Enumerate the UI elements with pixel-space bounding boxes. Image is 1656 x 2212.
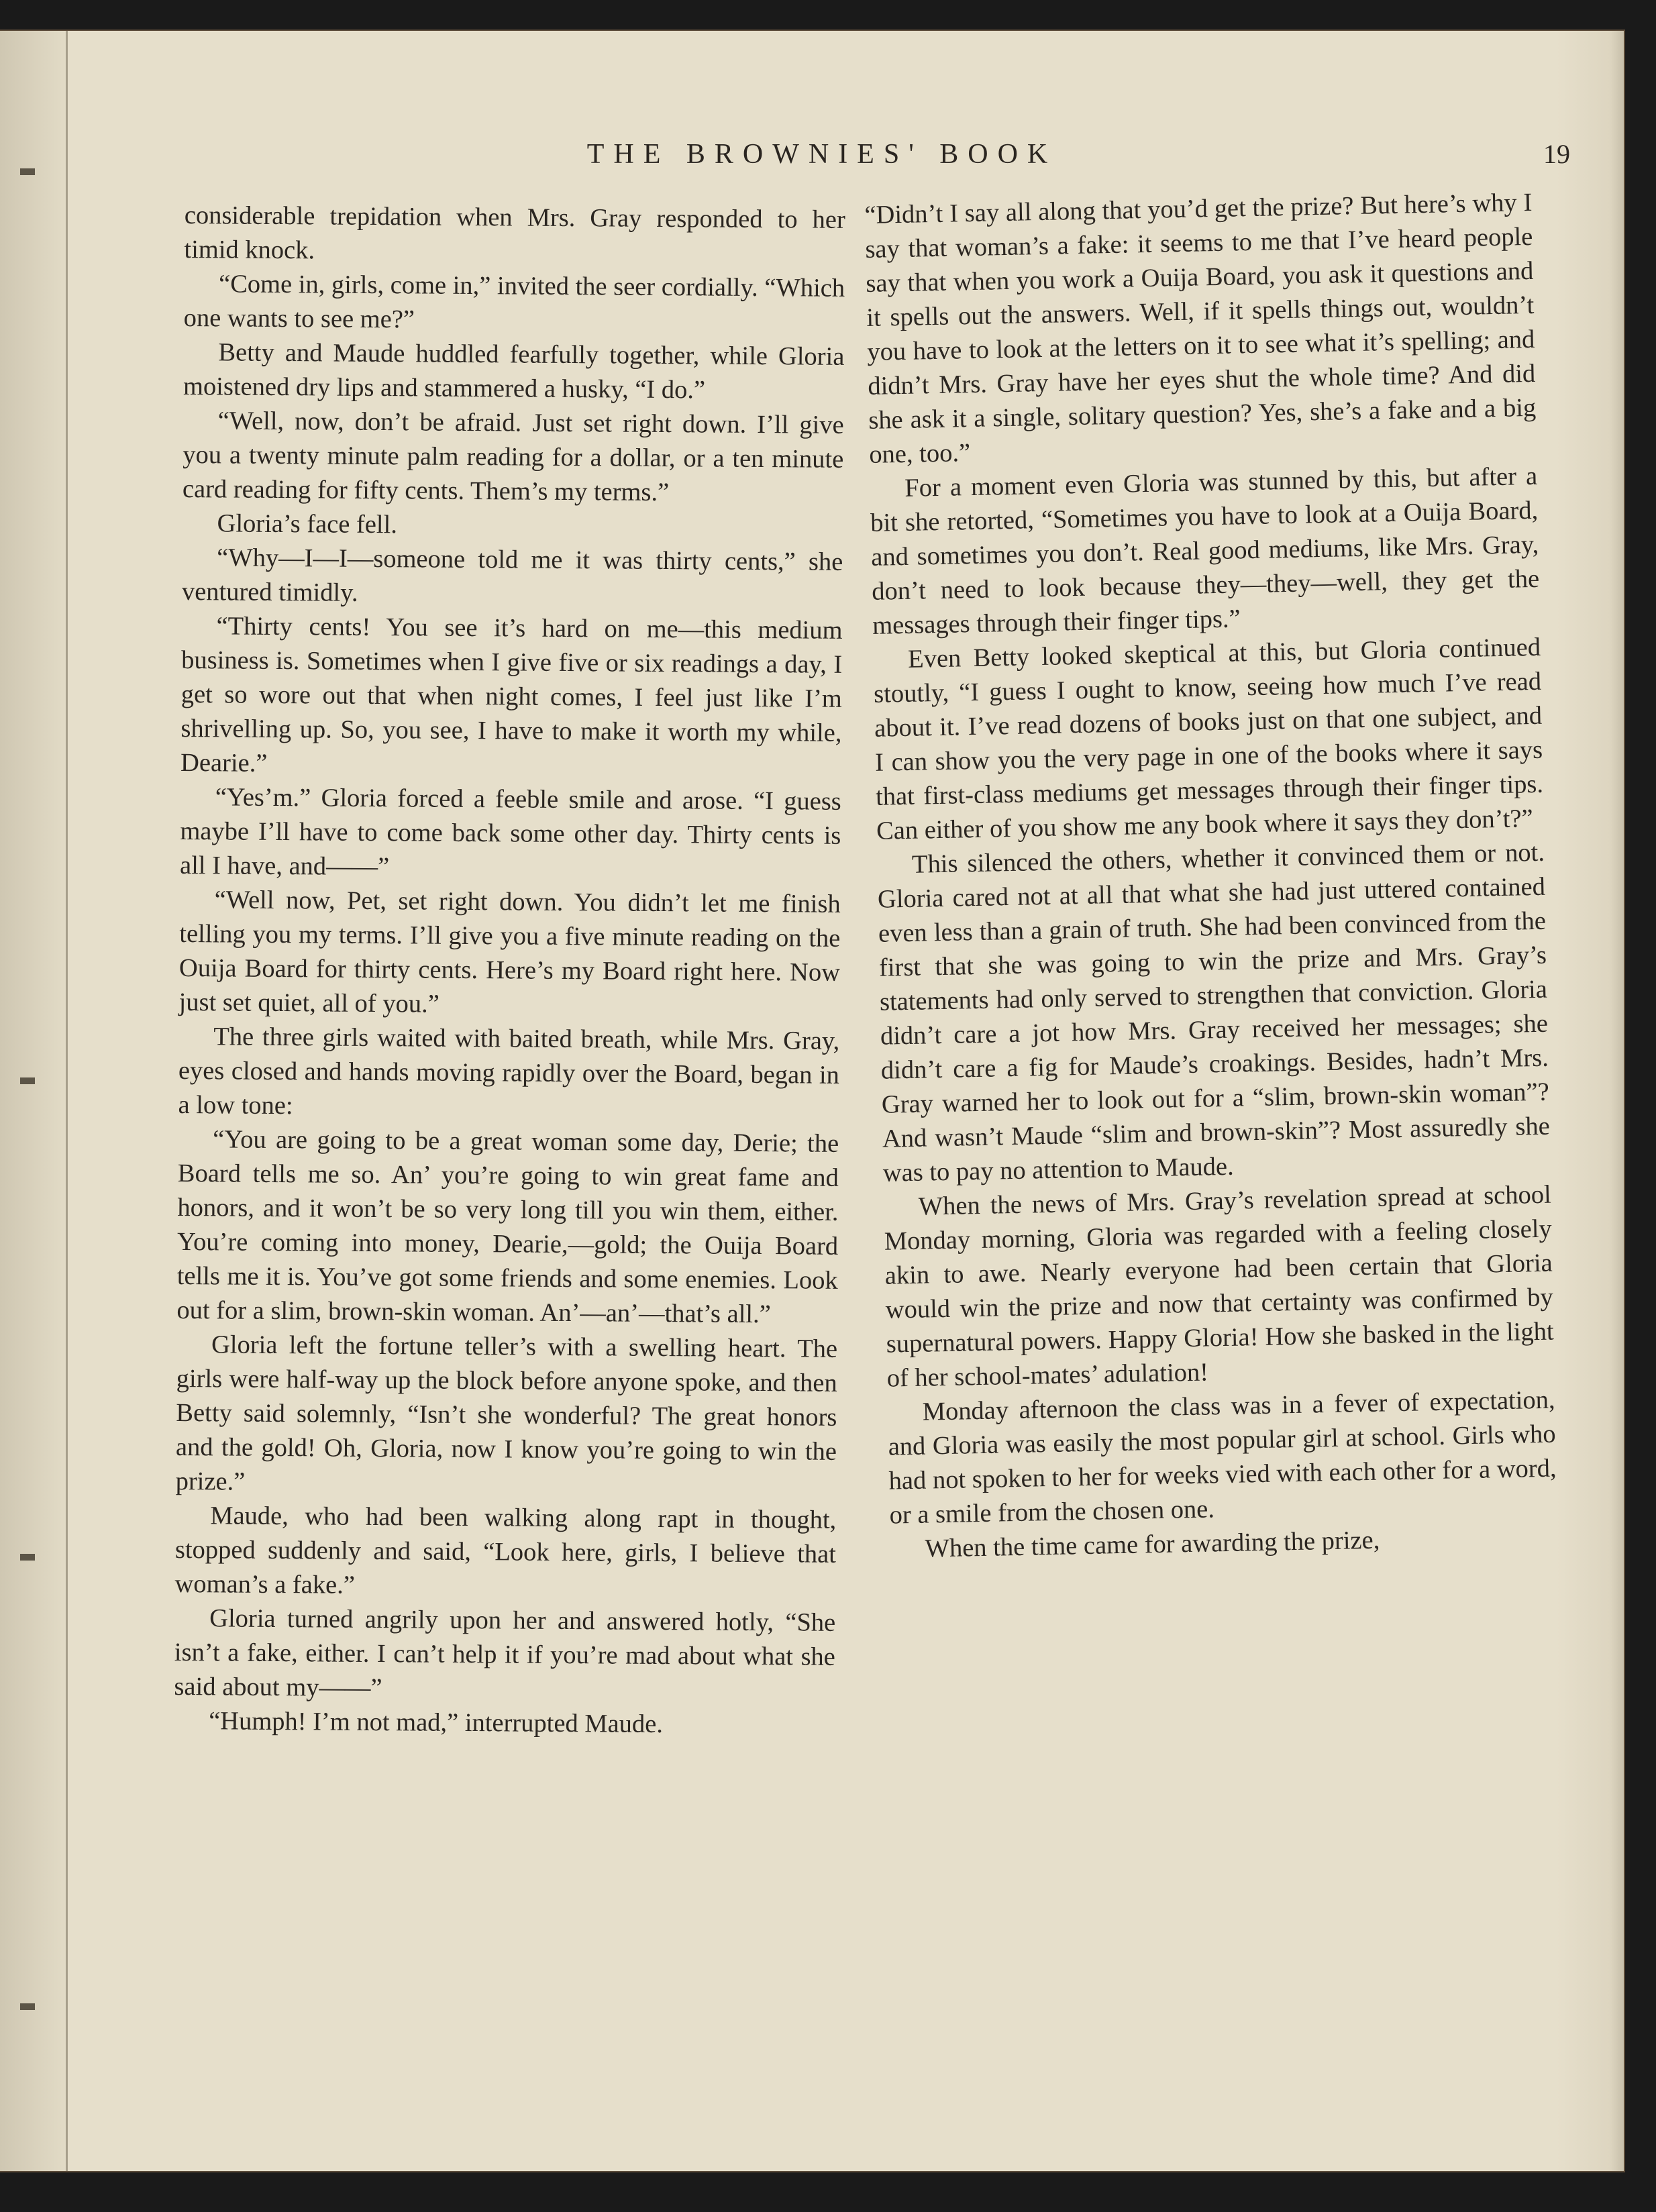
paragraph: The three girls waited with baited breath, while Mrs. Gray, eyes closed and hands moving rapidly over the Board, began in a low tone: — [178, 1022, 840, 1120]
page-number: 19 — [1543, 139, 1570, 169]
paragraph: “Yes’m.” Gloria forced a feeble smile and arose. “I guess maybe I’ll have to come back some other day. Thirty cents is all I have, and——” — [179, 783, 841, 882]
paragraph: Maude, who had been walking along rapt in thought, stopped suddenly and said, “Look here, girls, I believe that woman’s a fake.” — [174, 1502, 837, 1599]
paragraph: Gloria turned angrily upon her and answered hotly, “She isn’t a fake, either. I can’t help it if you’re mad about what she said about my——” — [174, 1604, 836, 1703]
paragraph: Gloria left the fortune teller’s with a swelling heart. The girls were half-way up the block before anyone spoke, and then Betty said solemnly, “Isn’t she wonderful? The great honors and the gold! Oh, Gloria, now I know you’re going to win the prize.” — [175, 1330, 838, 1496]
paragraph: When the time came for awarding the prize, — [925, 1526, 1380, 1563]
paragraph: Gloria’s face fell. — [217, 509, 398, 539]
gutter-mark — [20, 168, 35, 175]
paragraph: considerable trepidation when Mrs. Gray responded to her timid knock. — [184, 201, 845, 265]
paragraph: When the news of Mrs. Gray’s revelation spread at school Monday morning, Gloria was regarded with a feeling closely akin to awe. Nearly everyone had been certain that Gloria would win the prize and now that certainty was confirmed by supernatural powers. Happy Gloria! How she basked in the light of her school-mates’ adulation! — [884, 1180, 1555, 1393]
paragraph: This silenced the others, whether it convinced them or not. Gloria cared not at all that what she had just uttered contained even less than a grain of truth. She had been convinced from the first that she was going to win the prize and Mrs. Gray’s statements had only served to strengthen that conviction. Gloria didn’t care a jot how Mrs. Gray received her messages; she didn’t care a fig for Maude’s croakings. Besides, hadn’t Mrs. Gray warned her to look out for a “slim, brown-skin woman”? And wasn’t Maude “slim and brown-skin”? Most assuredly she was to pay no attention to Maude. — [877, 838, 1551, 1188]
magazine-page — [0, 31, 1624, 2171]
paragraph: Betty and Maude huddled fearfully together, while Gloria moistened dry lips and stammered a husky, “I do.” — [183, 338, 845, 405]
paragraph: “Well, now, don’t be afraid. Just set right down. I’ll give you a twenty minute palm reading for a dollar, or a ten minute card reading for fifty cents. Them’s my terms.” — [182, 407, 844, 507]
journal-title: THE BROWNIES' BOOK — [586, 139, 1057, 170]
gutter-mark — [20, 1077, 35, 1084]
paragraph: “Come in, girls, come in,” invited the seer cordially. “Which one wants to see me?” — [183, 270, 845, 334]
paragraph: “Why—I—I—someone told me it was thirty cents,” she ventured timidly. — [181, 543, 843, 607]
paragraph: “You are going to be a great woman some day, Derie; the Board tells me so. An’ you’re going to win great fame and honors, and it won’t be so very long till you win them, either. You’re coming into money, Dearie,—gold; the Ouija Board tells me it is. You’ve got some friends and some enemies. Look out for a slim, brown-skin woman. An’—an’—that’s all.” — [176, 1125, 839, 1329]
paragraph: Even Betty looked skeptical at this, but Gloria continued stoutly, “I guess I ought to know, seeing how much I’ve read about it. I’ve read dozens of books just on that one subject, and I can show you the very page in one of the books where it says that first-class mediums get messages through their finger tips. Can either of you show me any book where it says they don’t?” — [873, 633, 1544, 845]
paragraph: Monday afternoon the class was in a fever of expectation, and Gloria was easily the most popular girl at school. Girls who had not spoken to her for weeks vied with each other for a word, or a smile from the chosen one. — [888, 1385, 1557, 1530]
paragraph: “Didn’t I say all along that you’d get the prize? But here’s why I say that woman’s a fake: it seems to me that I’ve heard people say that when you work a Ouija Board, you ask it questions and it spells out the answers. Well, if it spells things out, wouldn’t you have to look at the letters on it to see what it’s spelling; and didn’t Mrs. Gray have her eyes shut the whole time? And did she ask it a single, solitary question? Yes, she’s a fake and a big one, too.” — [864, 188, 1537, 469]
right-column — [864, 186, 1558, 1567]
paragraph: “Well now, Pet, set right down. You didn’t let me finish telling you my terms. I’ll give you a five minute reading on the Ouija Board for thirty cents. Here’s my Board right here. Now just set quiet, all of you.” — [178, 886, 841, 1018]
running-header — [74, 138, 1570, 192]
paragraph: “Thirty cents! You see it’s hard on me—this medium business is. Sometimes when I give five or six readings a day, I get so wore out that when night comes, I feel just like I’m shrivelling up. So, you see, I have to make it worth my while, Dearie.” — [180, 612, 843, 778]
paragraph: For a moment even Gloria was stunned by this, but after a bit she retorted, “Sometimes you have to look at a Ouija Board, and sometimes you don’t. Real good mediums, like Mrs. Gray, don’t need to look because they—they—well, they get the messages through their finger tips.” — [870, 462, 1540, 640]
gutter-mark — [20, 1554, 35, 1561]
left-column — [174, 199, 845, 1743]
gutter-mark — [20, 2003, 35, 2010]
paragraph: “Humph! I’m not mad,” interrupted Maude. — [209, 1707, 664, 1739]
page-spine — [0, 31, 68, 2171]
